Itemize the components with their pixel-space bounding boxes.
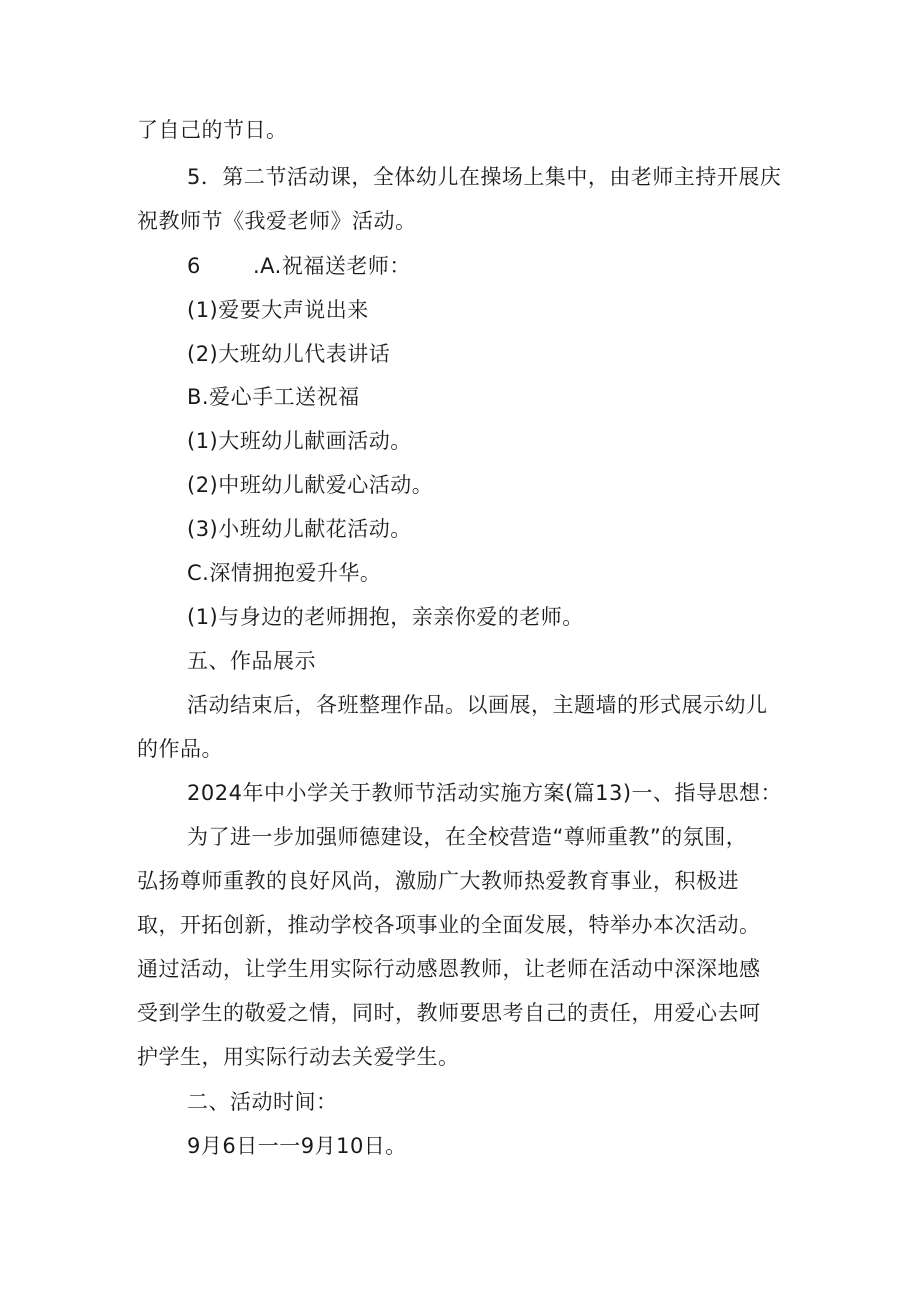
list-item: (2)中班幼儿献爱心活动。 xyxy=(187,473,434,497)
paragraph-line: 取，开拓创新，推动学校各项事业的全面发展，特举办本次活动。 xyxy=(137,913,761,937)
paragraph-line: 9月6日一一9月10日。 xyxy=(187,1134,407,1158)
list-item: (1)爱要大声说出来 xyxy=(187,298,369,322)
list-item: C.深情拥抱爱升华。 xyxy=(187,561,382,585)
paragraph-line: 的作品。 xyxy=(137,737,223,761)
list-item xyxy=(187,252,411,280)
item-number: 6 xyxy=(187,254,201,278)
list-item: (3)小班幼儿献花活动。 xyxy=(187,517,412,541)
list-item: (2)大班幼儿代表讲话 xyxy=(187,342,391,366)
list-item: (1)大班幼儿献画活动。 xyxy=(187,429,412,453)
paragraph-line: 受到学生的敬爱之情，同时，教师要思考自己的责任，用爱心去呵 xyxy=(137,1001,761,1025)
paragraph-line: 了自己的节日。 xyxy=(137,118,288,142)
paragraph-line: 活动结束后，各班整理作品。以画展，主题墙的形式展示幼儿 xyxy=(187,693,768,717)
item-text: .A.祝福送老师： xyxy=(253,254,411,278)
section-heading: 二、活动时间： xyxy=(187,1090,338,1114)
paragraph-line: 为了进一步加强师德建设，在全校营造“尊师重教”的氛围， xyxy=(187,825,748,849)
paragraph-line: 通过活动，让学生用实际行动感恩教师，让老师在活动中深深地感 xyxy=(137,957,761,981)
section-heading: 2024年中小学关于教师节活动实施方案(篇13)一、指导思想： xyxy=(187,781,783,805)
paragraph-line: 5．第二节活动课，全体幼儿在操场上集中，由老师主持开展庆 xyxy=(187,165,782,189)
list-item: B.爱心手工送祝福 xyxy=(187,385,360,409)
paragraph-line: 弘扬尊师重教的良好风尚，激励广大教师热爱教育事业，积极进 xyxy=(137,869,739,893)
list-item: (1)与身边的老师拥抱，亲亲你爱的老师。 xyxy=(187,605,584,629)
paragraph-line: 护学生，用实际行动去关爱学生。 xyxy=(137,1045,460,1069)
paragraph-line: 祝教师节《我爱老师》活动。 xyxy=(137,209,417,233)
section-heading: 五、作品展示 xyxy=(187,649,316,673)
